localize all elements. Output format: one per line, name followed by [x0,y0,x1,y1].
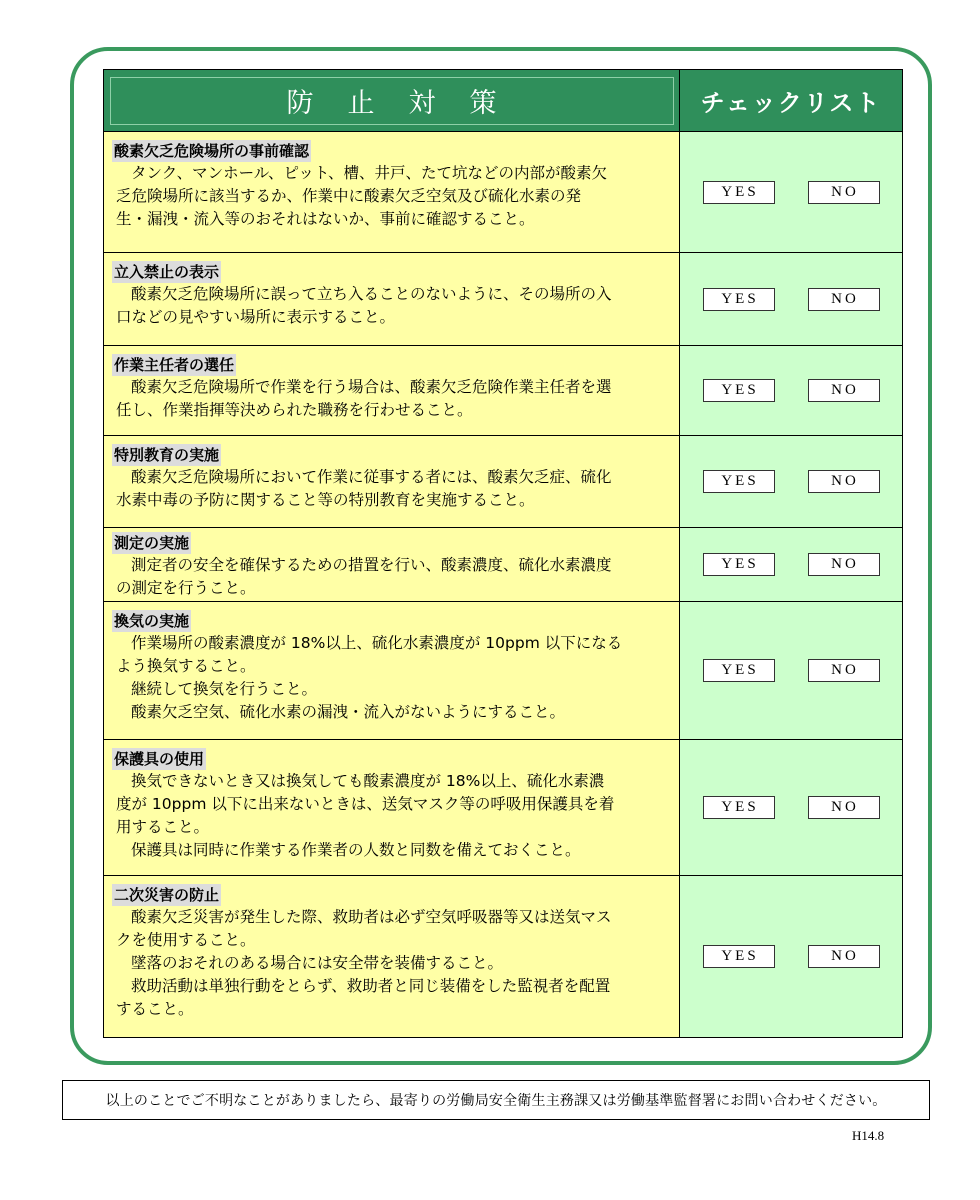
table-row [104,740,902,876]
measure-line: よう換気すること。 [116,657,256,675]
measure-line: すること。 [116,1000,194,1018]
measure-line: タンク、マンホール、ピット、槽、井戸、たて坑などの内部が酸素欠 [131,164,608,182]
no-button[interactable]: NO [808,796,880,819]
yes-button[interactable]: YES [703,553,775,576]
measure-line: 墜落のおそれのある場合には安全帯を装備すること。 [131,954,504,972]
measure-cell [104,253,680,345]
measure-line: クを使用すること。 [116,931,256,949]
yes-button[interactable]: YES [703,659,775,682]
measure-line: 任し、作業指揮等決められた職務を行わせること。 [116,401,473,419]
measure-title: 換気の実施 [114,612,190,630]
no-button[interactable]: NO [808,659,880,682]
table-row [104,528,902,602]
measure-line: 酸素欠乏災害が発生した際、救助者は必ず空気呼吸器等又は送気マス [131,908,612,926]
measure-title: 作業主任者の選任 [114,356,235,374]
measure-line: 救助活動は単独行動をとらず、救助者と同じ装備をした監視者を配置 [131,977,611,995]
measure-cell [104,436,680,527]
no-button[interactable]: NO [808,945,880,968]
measure-cell [104,346,680,435]
measure-line: 乏危険場所に該当するか、作業中に酸素欠乏空気及び硫化水素の発 [116,187,582,205]
check-cell [680,132,902,252]
check-cell [680,436,902,527]
table-row [104,602,902,740]
measure-line: 作業場所の酸素濃度が 18%以上、硫化水素濃度が 10ppm 以下になる [131,634,623,652]
no-button[interactable]: NO [808,470,880,493]
measure-line: 換気できないとき又は換気しても酸素濃度が 18%以上、硫化水素濃 [131,772,605,790]
check-cell [680,602,902,739]
measure-title: 酸素欠乏危険場所の事前確認 [114,142,310,160]
measure-line: 酸素欠乏空気、硫化水素の漏洩・流入がないようにすること。 [131,703,566,721]
no-button[interactable]: NO [808,553,880,576]
measure-line: 継続して換気を行うこと。 [131,680,318,698]
measure-cell [104,740,680,875]
measure-line: 口などの見やすい場所に表示すること。 [116,308,396,326]
measure-line: 保護具は同時に作業する作業者の人数と同数を備えておくこと。 [131,841,581,859]
measure-title: 測定の実施 [114,534,190,552]
table-row [104,346,902,436]
check-cell [680,528,902,601]
no-button[interactable]: NO [808,181,880,204]
contact-notice: 以上のことでご不明なことがありましたら、最寄りの労働局安全衛生主務課又は労働基準監督署にお問い合わせください。 [62,1080,930,1120]
yes-button[interactable]: YES [703,181,775,204]
check-cell [680,253,902,345]
yes-button[interactable]: YES [703,288,775,311]
measure-cell [104,876,680,1037]
measure-line: 用すること。 [116,818,210,836]
table-row [104,436,902,528]
measure-line: 測定者の安全を確保するための措置を行い、酸素濃度、硫化水素濃度 [131,556,612,574]
measure-line: の測定を行うこと。 [116,579,256,597]
measure-line: 度が 10ppm 以下に出来ないときは、送気マスク等の呼吸用保護具を着 [116,795,615,813]
measure-cell [104,132,680,252]
header-checklist: チェックリスト [700,89,882,117]
table-header [104,70,902,132]
check-cell [680,346,902,435]
measure-line: 酸素欠乏危険場所において作業に従事する者には、酸素欠乏症、硫化 [131,468,612,486]
measure-line: 生・漏洩・流入等のおそれはないか、事前に確認すること。 [116,210,535,228]
measure-line: 酸素欠乏危険場所で作業を行う場合は、酸素欠乏危険作業主任者を選 [131,378,612,396]
yes-button[interactable]: YES [703,470,775,493]
measure-cell [104,528,680,601]
header-measures-cell [104,70,680,131]
no-button[interactable]: NO [808,288,880,311]
check-cell [680,740,902,875]
measure-title: 立入禁止の表示 [114,263,220,281]
header-measures: 防止対策 [110,77,674,125]
measure-line: 酸素欠乏危険場所に誤って立ち入ることのないように、その場所の入 [131,285,612,303]
yes-button[interactable]: YES [703,379,775,402]
yes-button[interactable]: YES [703,796,775,819]
checklist-table [103,69,903,1038]
header-checklist-cell [680,70,902,131]
no-button[interactable]: NO [808,379,880,402]
table-row [104,253,902,346]
measure-line: 水素中毒の予防に関すること等の特別教育を実施すること。 [116,491,535,509]
yes-button[interactable]: YES [703,945,775,968]
table-row [104,132,902,253]
measure-title: 二次災害の防止 [114,886,220,904]
check-cell [680,876,902,1037]
table-row [104,876,902,1037]
measure-title: 特別教育の実施 [114,446,220,464]
measure-title: 保護具の使用 [114,750,205,768]
document-date: H14.8 [852,1128,885,1143]
measure-cell [104,602,680,739]
